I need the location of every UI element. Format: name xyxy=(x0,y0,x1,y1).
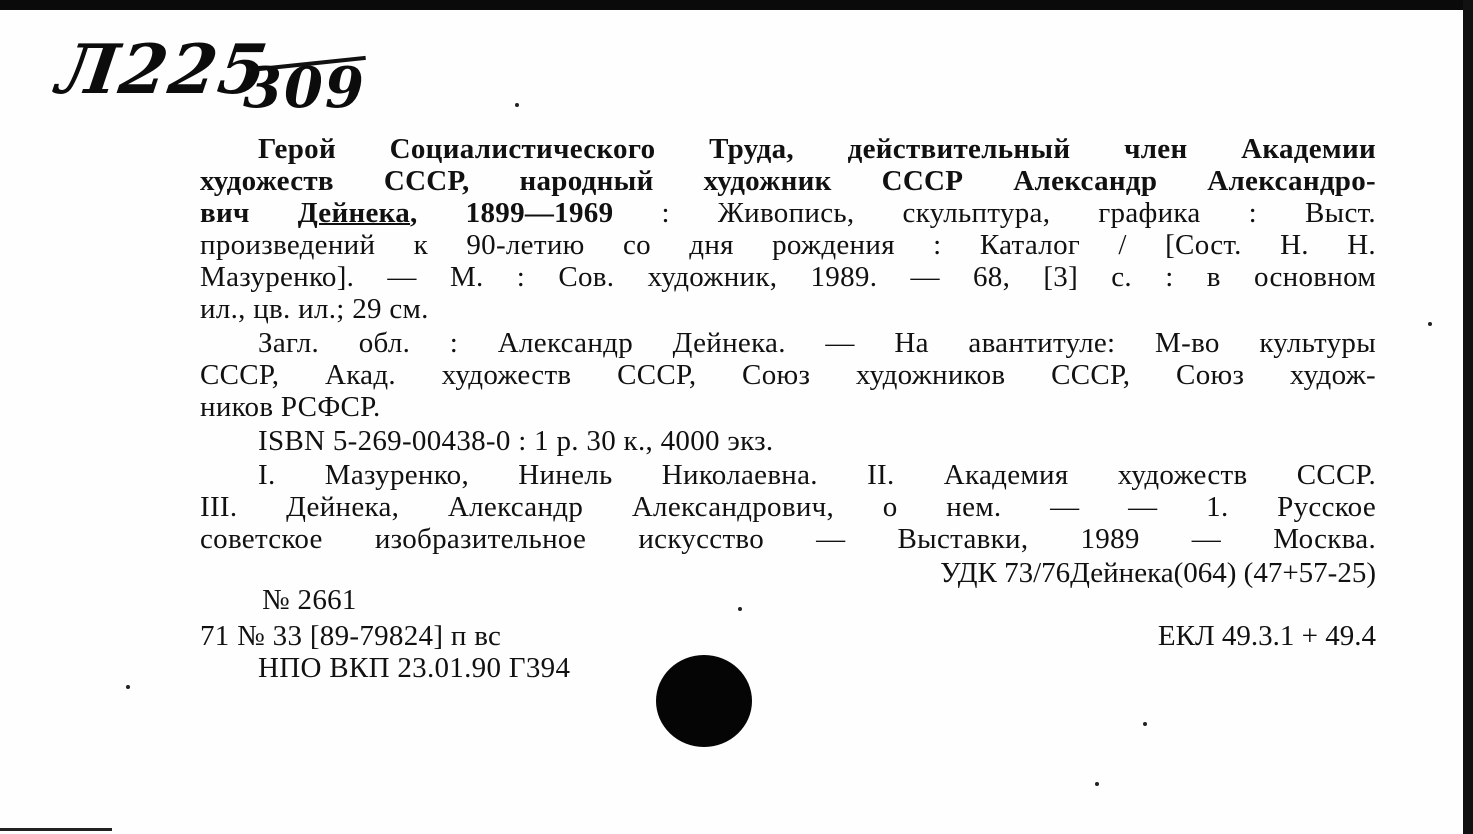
entry-line-6: ил., цв. ил.; 29 см. xyxy=(200,293,429,325)
entry-line-8: СССР, Акад. художеств СССР, Союз художников СССР, Союз худож- xyxy=(200,359,1376,391)
handwritten-call-number: Л225 xyxy=(52,30,274,110)
scan-speck xyxy=(738,607,742,611)
handwritten-shelf-number: 309 xyxy=(243,55,366,121)
ekl-code: ЕКЛ 49.3.1 + 49.4 xyxy=(1157,620,1376,652)
scan-speck xyxy=(1143,722,1147,726)
entry-line-11: I. Мазуренко, Нинель Николаевна. II. Академия художеств СССР. xyxy=(258,459,1376,491)
entry-line-13: советское изобразительное искусство — Выставки, 1989 — Москва. xyxy=(200,523,1376,555)
entry-line-1: Герой Социалистического Труда, действительный член Академии xyxy=(258,133,1376,165)
scan-speck xyxy=(515,103,519,107)
scan-speck xyxy=(126,685,130,689)
scan-bottom-rule xyxy=(0,828,112,831)
udc-code: УДК 73/76Дейнека(064) (47+57-25) xyxy=(940,557,1376,589)
author-years: , 1899—1969 xyxy=(410,197,614,229)
entry-line-2: художеств СССР, народный художник СССР Александр Александро- xyxy=(200,165,1376,197)
scan-top-edge xyxy=(0,0,1473,10)
scan-right-edge xyxy=(1463,0,1473,834)
entry-line-4: произведений к 90-летию со дня рождения : Каталог / [Сост. Н. Н. xyxy=(200,229,1376,261)
card-number: № 2661 xyxy=(262,584,357,616)
entry-line-7: Загл. обл. : Александр Дейнека. — На авантитуле: М-во культуры xyxy=(258,327,1376,359)
author-surname: Дейнека xyxy=(297,197,411,229)
entry-line-9: ников РСФСР. xyxy=(200,391,381,423)
entry-line-5: Мазуренко]. — М. : Сов. художник, 1989. — 68, [3] с. : в основном xyxy=(200,261,1376,293)
isbn-line: ISBN 5-269-00438-0 : 1 р. 30 к., 4000 экз. xyxy=(258,425,774,457)
title-start: : Живопись, скульптура, графика : Выст. xyxy=(613,197,1376,229)
entry-line-12: III. Дейнека, Александр Александрович, о нем. — — 1. Русское xyxy=(200,491,1376,523)
entry-line-3-start: вич xyxy=(200,197,298,229)
print-line-2: НПО ВКП 23.01.90 Г394 xyxy=(258,652,571,684)
entry-line-3 xyxy=(200,197,1376,229)
print-line-1: 71 № 33 [89-79824] п вс xyxy=(200,620,502,652)
scan-speck xyxy=(1095,782,1099,786)
punch-hole xyxy=(656,655,752,747)
scan-speck xyxy=(1428,322,1432,326)
